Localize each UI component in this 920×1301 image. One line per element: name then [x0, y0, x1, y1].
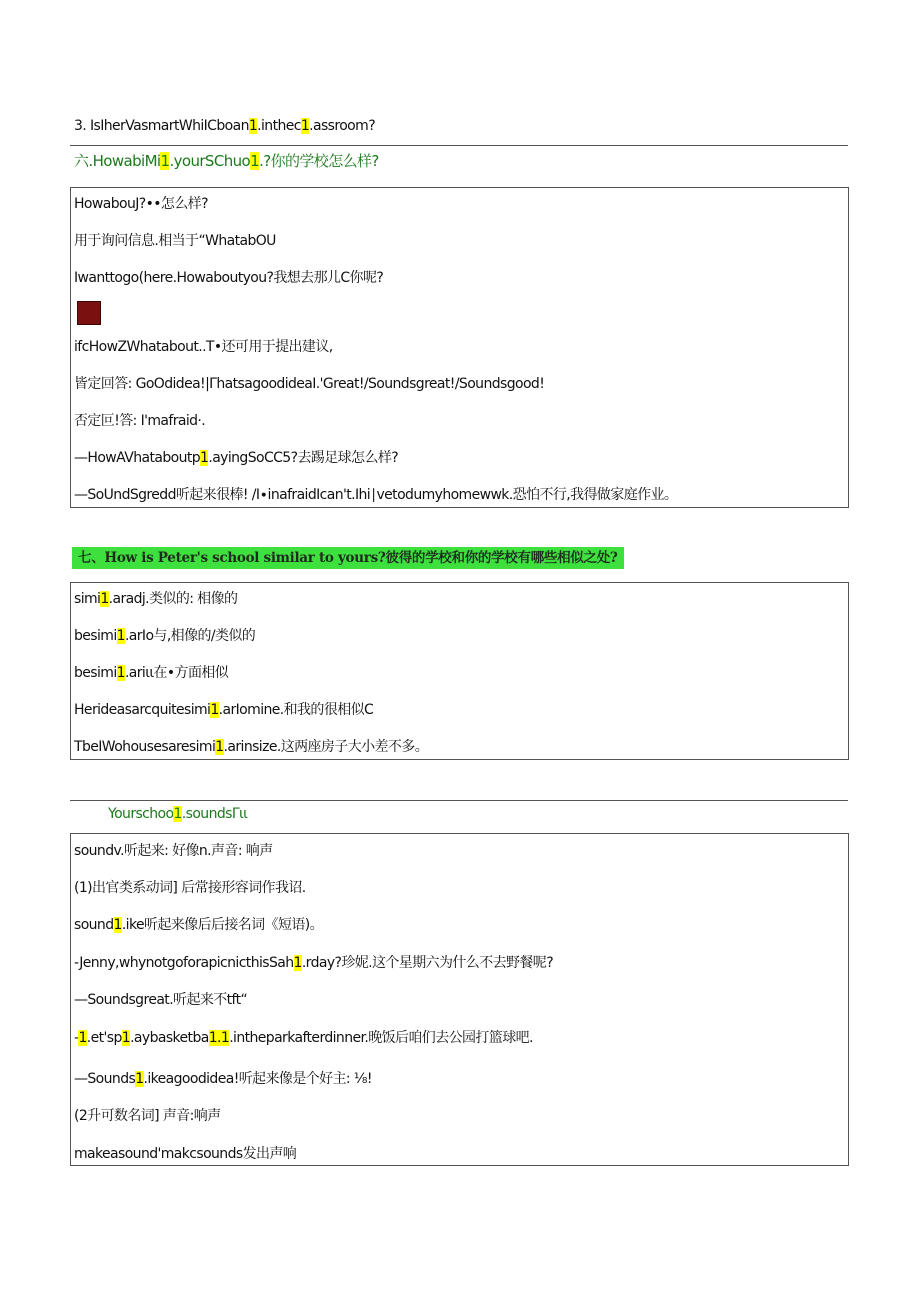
question-3-line: 3. IsIherVasmartWhiICboan1.inthec1.assroom? — [74, 118, 376, 134]
note-line: -Jenny,whynotgoforapicnicthisSah1.rday?珍妮.这个星期六为什么不去野餐呢? — [74, 955, 554, 971]
note-line: —Sounds1.ikeagoodidea!听起来像是个好主: ⅛! — [74, 1071, 372, 1087]
note-line: 否定叵!答: I'mafraid·. — [74, 413, 206, 429]
note-line: sound1.ike听起来像后后接名词《短语)。 — [74, 917, 324, 933]
note-line: makeasound'makcsounds发出声响 — [74, 1146, 297, 1162]
note-line: -1.et'sp1.aybasketba1.1.intheparkafterdinner.晚饭后咱们去公园打篮球吧. — [74, 1030, 533, 1046]
section-6-heading: 六.HowabiMi1.yourSChuo1.?你的学校怎么样? — [74, 152, 379, 170]
note-line: 用于询问信息.相当于“WhatabOU — [74, 233, 276, 249]
note-line: Iwanttogo(here.Howaboutyou?我想去那儿C你呢? — [74, 270, 384, 286]
section-7-banner: 七、How is Peter's school similar to yours?彼得的学校和你的学校有哪些相似之处? — [72, 547, 624, 569]
note-line: (2升可数名词] 声音:响声 — [74, 1108, 221, 1124]
note-line: —Soundsgreat.听起来不tft“ — [74, 992, 248, 1008]
divider — [70, 145, 848, 146]
note-line: besimi1.ariιι在•方面相似 — [74, 665, 229, 681]
note-line: HowabouJ?••怎么样? — [74, 196, 208, 212]
note-line: besimi1.arIo与,相像的/类似的 — [74, 628, 256, 644]
section-8-heading: Yourschoo1.soundsΓιι — [108, 806, 248, 822]
note-line: simi1.aradj.类似的: 相像的 — [74, 591, 238, 607]
note-line: —SoUndSgredd听起来很棒! /I∙inafraidIcan't.Ihi∣vetodumyhomewwk.恐怕不行,我得做家庭作业。 — [74, 487, 678, 503]
note-line: ifcHowZWhatabout..T•还可用于提出建议, — [74, 339, 333, 355]
note-line: —HowAVhataboutp1.ayingSoCC5?去踢足球怎么样? — [74, 450, 399, 466]
red-square-mark — [77, 301, 101, 325]
divider — [70, 800, 848, 801]
note-line: (1)出官类系动词] 后常接形容词作我诏. — [74, 880, 306, 896]
note-line: Herideasarcquitesimi1.arIomine.和我的很相似C — [74, 702, 374, 718]
note-line: TbeIWohousesaresimi1.arinsize.这两座房子大小差不多。 — [74, 739, 429, 755]
note-line: 皆定回答: GoOdidea!|ΓhatsagoodideaI.'Great!/Soundsgreat!/Soundsgood! — [74, 376, 545, 392]
note-line: soundv.听起来: 好像n.声音: 响声 — [74, 843, 273, 859]
